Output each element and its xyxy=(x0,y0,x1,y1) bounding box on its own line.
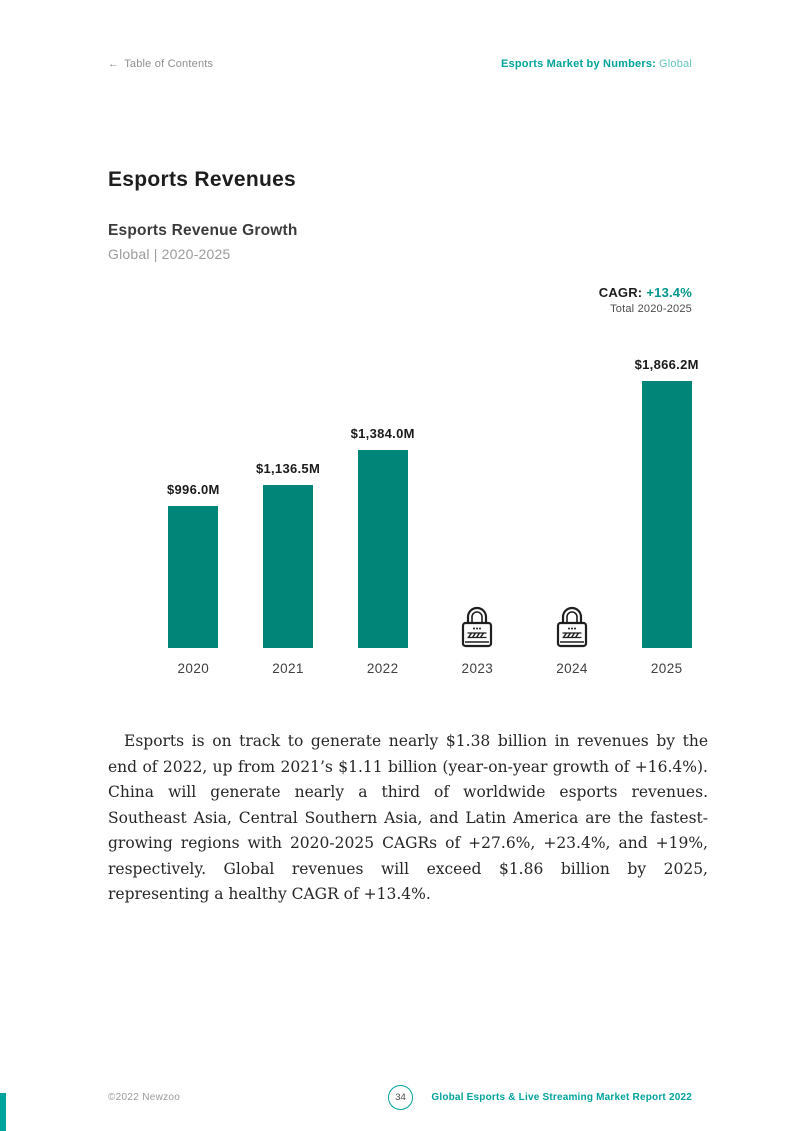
lock-icon xyxy=(549,602,595,648)
revenue-bar xyxy=(168,506,218,648)
year-label: 2024 xyxy=(556,661,588,676)
body-paragraph: Esports is on track to generate nearly $1.38 billion in revenues by the end of 2022, up from 2021’s $1.11 billion (year-on-year growth of +16.4%). China will generate nearly a third of worldwide esports revenues. Southeast Asia, Central Southern Asia, and Latin America are the fastest-growing regions with 2020-2025 CAGRs of +27.6%, +23.4%, and +19%, respectively. Global revenues will exceed $1.86 billion by 2025, representing a healthy CAGR of +13.4%. xyxy=(108,732,708,903)
revenue-bar xyxy=(358,450,408,648)
chart-column xyxy=(525,350,620,648)
section-label: Esports Market by Numbers: xyxy=(501,58,656,70)
cagr-label: CAGR: xyxy=(598,285,643,300)
year-label: 2021 xyxy=(272,661,304,676)
page-number-badge xyxy=(388,1085,413,1110)
back-link-label: Table of Contents xyxy=(124,58,214,70)
revenue-bar xyxy=(642,381,692,648)
year-label: 2020 xyxy=(177,661,210,676)
cagr-annotation xyxy=(599,285,692,315)
bar-value-label: $996.0M xyxy=(166,482,220,497)
footer-report-title: Global Esports & Live Streaming Market Report 2022 xyxy=(431,1092,692,1103)
page-edge-accent xyxy=(0,1093,6,1131)
table-of-contents-link[interactable] xyxy=(108,58,213,70)
chart-column xyxy=(241,350,336,648)
page-header xyxy=(108,58,692,70)
chart-subtitle: Global | 2020-2025 xyxy=(108,246,231,262)
section-value: Global xyxy=(659,58,692,70)
bar-value-label: $1,866.2M xyxy=(634,357,699,372)
year-label: 2023 xyxy=(461,661,494,676)
year-label: 2025 xyxy=(650,661,683,676)
year-label: 2022 xyxy=(366,661,399,676)
chart-column xyxy=(146,350,241,648)
footer-copyright: ©2022 Newzoo xyxy=(108,1092,181,1103)
cagr-subtext: Total 2020-2025 xyxy=(610,303,692,315)
page-number: 34 xyxy=(395,1092,406,1103)
section-breadcrumb xyxy=(501,58,692,70)
chart-title: Esports Revenue Growth xyxy=(108,222,298,239)
cagr-value: +13.4% xyxy=(646,285,692,300)
chart-column xyxy=(335,350,430,648)
page-title: Esports Revenues xyxy=(108,168,297,191)
bar-value-label: $1,384.0M xyxy=(350,426,415,441)
revenue-bar-chart xyxy=(146,350,714,648)
revenue-bar xyxy=(263,485,313,648)
bar-value-label: $1,136.5M xyxy=(255,461,321,476)
lock-icon xyxy=(454,602,500,648)
back-arrow-icon: ← xyxy=(108,58,120,70)
chart-column xyxy=(430,350,525,648)
chart-column xyxy=(619,350,714,648)
chart-x-axis xyxy=(146,661,714,676)
